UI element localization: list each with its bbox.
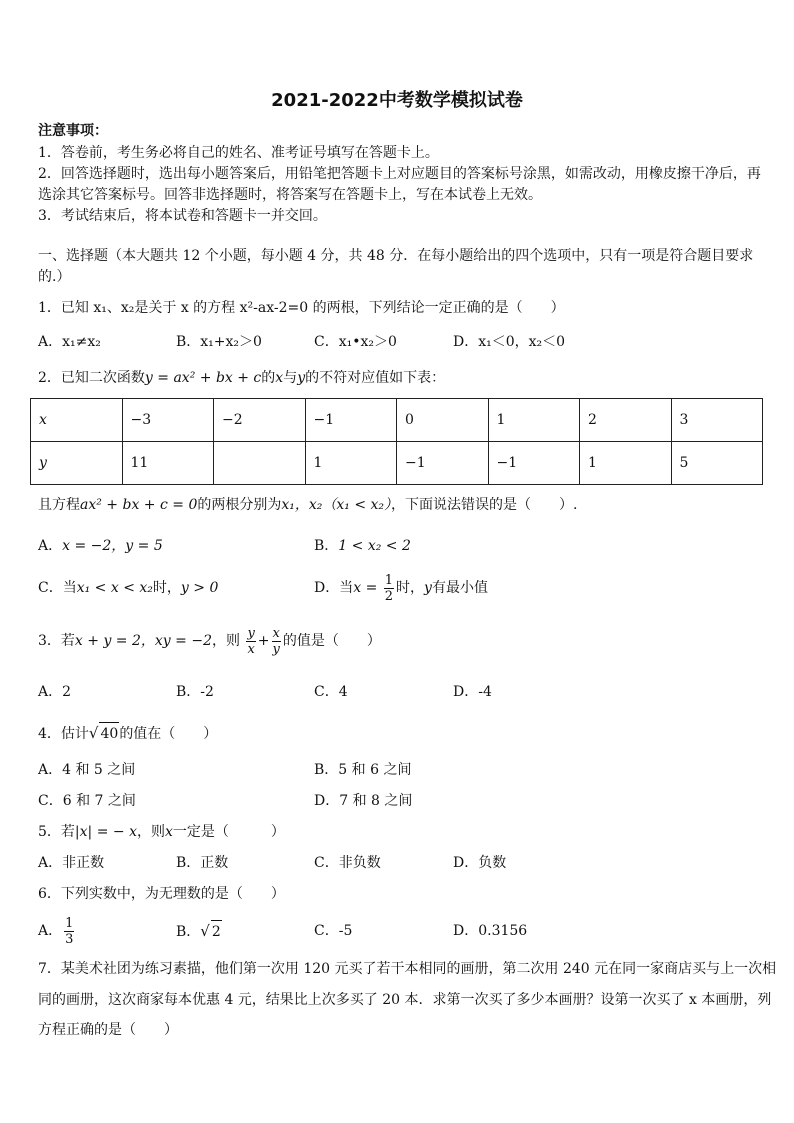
q2-var-y: y — [297, 370, 306, 386]
notice-item-3: 3．考试结束后，将本试卷和答题卡一并交回。 — [38, 208, 327, 224]
table-cell: −1 — [305, 399, 397, 442]
notice-item-2-cont: 选涂其它答案标号。回答非选择题时，将答案写在答题卡上，写在本试卷上无效。 — [38, 187, 542, 203]
table-cell: 0 — [397, 399, 489, 442]
table-row-x — [31, 399, 763, 442]
q6-option-a — [38, 913, 76, 949]
q3-option-b: B．-2 — [176, 684, 214, 700]
fraction-x-over-y — [272, 626, 281, 657]
fraction-numerator: 1 — [384, 572, 394, 588]
option-expr: x = −2，y = 5 — [62, 538, 163, 554]
radicand: 2 — [211, 920, 222, 943]
option-label: A． — [38, 538, 63, 554]
q4-pre: 4．估计 — [38, 726, 89, 742]
q4-option-b: B．5 和 6 之间 — [314, 762, 412, 778]
q3-option-c: C．4 — [314, 684, 348, 700]
q3-pre: 3．若 — [38, 633, 75, 649]
option-post: 有最小值 — [431, 580, 488, 596]
q3-option-d: D．-4 — [453, 684, 492, 700]
q3-mid: ，则 — [211, 633, 240, 649]
option-expr: x = — [353, 580, 378, 596]
q1-option-b: B．x₁+x₂＞0 — [176, 334, 262, 350]
q5-post: 一定是（ ） — [172, 824, 285, 840]
fraction — [384, 573, 394, 604]
option-mid: 时， — [152, 580, 181, 596]
q1-option-c: C．x₁•x₂＞0 — [314, 334, 397, 350]
q3-option-a: A．2 — [38, 684, 72, 700]
q2-cond-post: ，下面说法错误的是（ ）. — [391, 497, 578, 513]
fraction-y-over-x — [246, 626, 255, 657]
q2-option-d — [314, 570, 488, 606]
q2-stem-and: 与 — [283, 370, 298, 386]
option-expr: y > 0 — [180, 580, 219, 596]
q6-stem: 6．下列实数中，为无理数的是（ ） — [38, 886, 285, 902]
option-label: D．当 — [314, 580, 354, 596]
section-heading: 一、选择题（本大题共 12 个小题，每小题 4 分，共 48 分．在每小题给出的四个选项中，只有一项是符合题目要求 — [38, 248, 754, 264]
q2-value-table — [30, 398, 763, 485]
table-cell: 5 — [671, 442, 763, 485]
q2-cond-pre: 且方程 — [38, 497, 80, 513]
table-cell: 2 — [580, 399, 672, 442]
q2-option-c — [38, 577, 218, 599]
q6-option-c: C．-5 — [314, 923, 353, 939]
q3-eq1: x + y = 2 — [74, 633, 141, 649]
plus-sign: + — [257, 633, 270, 649]
q5-pre: 5．若 — [38, 824, 75, 840]
q6-option-d: D．0.3156 — [453, 923, 528, 939]
table-cell — [214, 442, 306, 485]
table-cell: 11 — [122, 442, 214, 485]
q2-equation: ax² + bx + c = 0 — [80, 497, 198, 513]
q4-option-c: C．6 和 7 之间 — [38, 793, 136, 809]
table-cell: −1 — [397, 442, 489, 485]
q4-option-a: A．4 和 5 之间 — [38, 762, 136, 778]
q1-stem: 1．已知 x₁、x₂是关于 x 的方程 x²-ax-2=0 的两根，下列结论一定正确的是（ ） — [38, 300, 565, 316]
table-cell: −1 — [488, 442, 580, 485]
table-cell: −2 — [214, 399, 306, 442]
fraction-denominator: y — [272, 641, 280, 657]
option-expr: x₁ < x < x₂ — [76, 580, 153, 596]
q5-expr: |x| = − x — [74, 824, 137, 840]
q2-option-b — [314, 535, 411, 557]
q5-option-d: D．负数 — [453, 855, 507, 871]
q1-option-a: A．x₁≠x₂ — [38, 334, 101, 350]
q3-stem — [38, 623, 381, 659]
table-cell: x — [31, 399, 123, 442]
sqrt-icon: √ — [200, 922, 210, 940]
page-title: 2021-2022中考数学模拟试卷 — [271, 90, 523, 111]
section-heading-cont: 的.） — [38, 269, 71, 285]
table-cell: 1 — [488, 399, 580, 442]
q2-option-a — [38, 535, 163, 557]
notice-item-1: 1．答卷前，考生务必将自己的姓名、准考证号填写在答题卡上。 — [38, 145, 439, 161]
option-label: B． — [176, 924, 201, 940]
q2-stem — [38, 367, 445, 389]
table-row-y — [31, 442, 763, 485]
q2-roots: x₁，x₂（x₁ < x₂） — [281, 497, 392, 513]
q3-post: 的值是（ ） — [282, 633, 381, 649]
q7-stem-line-1: 7．某美术社团为练习素描，他们第一次用 120 元买了若干本相同的画册，第二次用 240 元在同一家商店买与上一次相 — [38, 961, 777, 977]
table-cell: −3 — [122, 399, 214, 442]
q7-stem-line-3: 方程正确的是（ ） — [38, 1022, 178, 1038]
fraction-denominator: 2 — [384, 588, 394, 604]
q5-option-b: B．正数 — [176, 855, 229, 871]
q5-var: x — [164, 824, 173, 840]
q7-stem-line-2: 同的画册，这次商家每本优惠 4 元，结果比上次多买了 20 本．求第一次买了多少本画册？设第一次买了 x 本画册，列 — [38, 992, 772, 1008]
table-cell: y — [31, 442, 123, 485]
q4-post: 的值在（ ） — [119, 726, 218, 742]
option-label: B． — [314, 538, 339, 554]
fraction-numerator: x — [272, 625, 280, 641]
fraction-numerator: y — [247, 625, 255, 641]
q2-condition — [38, 494, 577, 516]
q4-stem — [38, 722, 217, 745]
fraction-denominator: x — [247, 641, 255, 657]
option-label: C．当 — [38, 580, 77, 596]
table-cell: 3 — [671, 399, 763, 442]
q5-option-a: A．非正数 — [38, 855, 105, 871]
q4-option-d: D．7 和 8 之间 — [314, 793, 413, 809]
option-mid: 时， — [396, 580, 425, 596]
q5-mid: ，则 — [136, 824, 165, 840]
option-var: y — [424, 580, 432, 596]
sqrt-icon: √ — [88, 724, 99, 742]
q2-stem-post: 的不符对应值如下表： — [305, 370, 446, 386]
notice-heading: 注意事项： — [38, 123, 108, 139]
q2-cond-mid: 的两根分别为 — [197, 497, 282, 513]
q2-stem-pre: 2．已知二次函数 — [38, 370, 145, 386]
fraction — [64, 916, 74, 947]
table-cell: 1 — [580, 442, 672, 485]
q5-option-c: C．非负数 — [314, 855, 381, 871]
q2-function: y = ax² + bx + c — [144, 370, 262, 386]
table-cell: 1 — [305, 442, 397, 485]
q6-option-b — [176, 920, 222, 943]
q3-eq2: ，xy = −2 — [140, 633, 212, 649]
q2-stem-mid: 的 — [261, 370, 276, 386]
notice-item-2: 2．回答选择题时，选出每小题答案后，用铅笔把答题卡上对应题目的答案标号涂黑，如需改动，用橡皮擦干净后，再 — [38, 166, 761, 182]
option-label: A． — [38, 923, 63, 939]
fraction-denominator: 3 — [65, 931, 74, 947]
q5-stem — [38, 821, 285, 843]
q1-option-d: D．x₁＜0，x₂＜0 — [453, 334, 566, 350]
radicand: 40 — [99, 722, 119, 745]
q2-var-x: x — [275, 370, 284, 386]
option-expr: 1 < x₂ < 2 — [338, 538, 411, 554]
fraction-numerator: 1 — [65, 915, 74, 931]
